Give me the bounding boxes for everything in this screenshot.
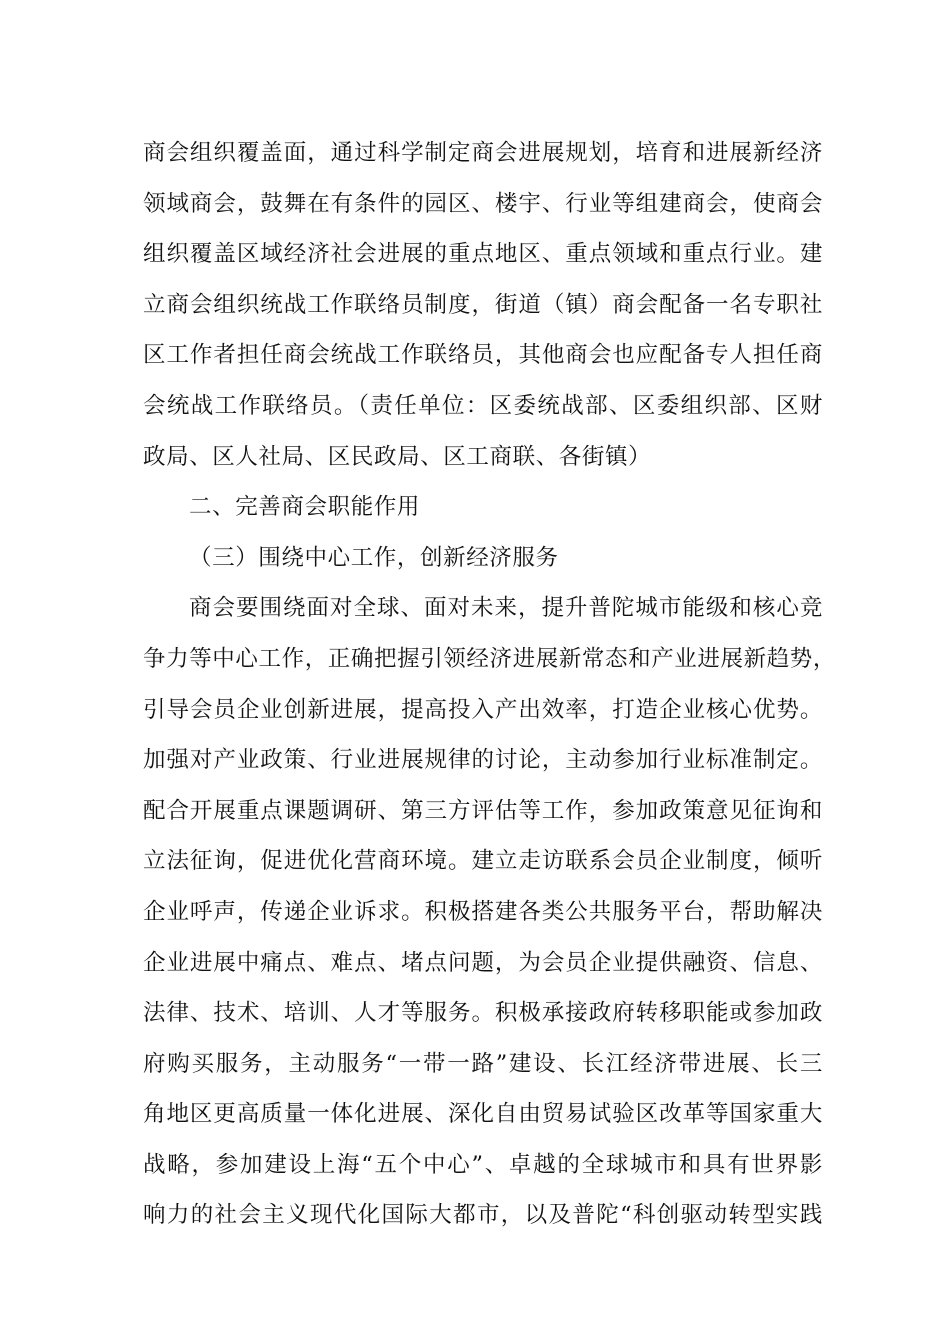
text-line: 争力等中心工作，正确把握引领经济进展新常态和产业进展新趋势， xyxy=(143,645,837,672)
text-line: 商会要围绕面对全球、面对未来，提升普陀城市能级和核心竞 xyxy=(189,595,823,622)
text-line: 企业呼声，传递企业诉求。积极搭建各类公共服务平台，帮助解决 xyxy=(143,898,823,925)
text-line: 政局、区人社局、区民政局、区工商联、各街镇） xyxy=(143,443,652,470)
text-line: 二、完善商会职能作用 xyxy=(189,494,421,521)
text-line: 领域商会，鼓舞在有条件的园区、楼宇、行业等组建商会，使商会 xyxy=(143,190,823,217)
text-line: 区工作者担任商会统战工作联络员，其他商会也应配备专人担任商 xyxy=(143,342,823,369)
text-line: 加强对产业政策、行业进展规律的讨论，主动参加行业标准制定。 xyxy=(143,747,823,774)
text-line: 角地区更高质量一体化进展、深化自由贸易试验区改革等国家重大 xyxy=(143,1101,823,1128)
text-line: 战略，参加建设上海“五个中心”、卓越的全球城市和具有世界影 xyxy=(143,1151,823,1178)
text-line: 立商会组织统战工作联络员制度，街道（镇）商会配备一名专职社 xyxy=(143,291,823,318)
text-line: 引导会员企业创新进展，提高投入产出效率，打造企业核心优势。 xyxy=(143,696,823,723)
text-line: 立法征询，促进优化营商环境。建立走访联系会员企业制度，倾听 xyxy=(143,848,823,875)
text-line: 会统战工作联络员。（责任单位：区委统战部、区委组织部、区财 xyxy=(143,392,823,419)
text-line: 配合开展重点课题调研、第三方评估等工作，参加政策意见征询和 xyxy=(143,797,823,824)
document-body xyxy=(143,128,837,1241)
text-line: 企业进展中痛点、难点、堵点问题，为会员企业提供融资、信息、 xyxy=(143,949,823,976)
text-line: 府购买服务，主动服务“一带一路”建设、长江经济带进展、长三 xyxy=(143,1050,823,1077)
text-line: 商会组织覆盖面，通过科学制定商会进展规划，培育和进展新经济 xyxy=(143,140,823,166)
text-line: 组织覆盖区域经济社会进展的重点地区、重点领域和重点行业。建 xyxy=(143,241,823,268)
text-line: （三）围绕中心工作，创新经济服务 xyxy=(189,544,559,571)
text-line: 法律、技术、培训、人才等服务。积极承接政府转移职能或参加政 xyxy=(143,1000,823,1027)
text-line: 响力的社会主义现代化国际大都市，以及普陀“科创驱动转型实践 xyxy=(143,1202,823,1229)
